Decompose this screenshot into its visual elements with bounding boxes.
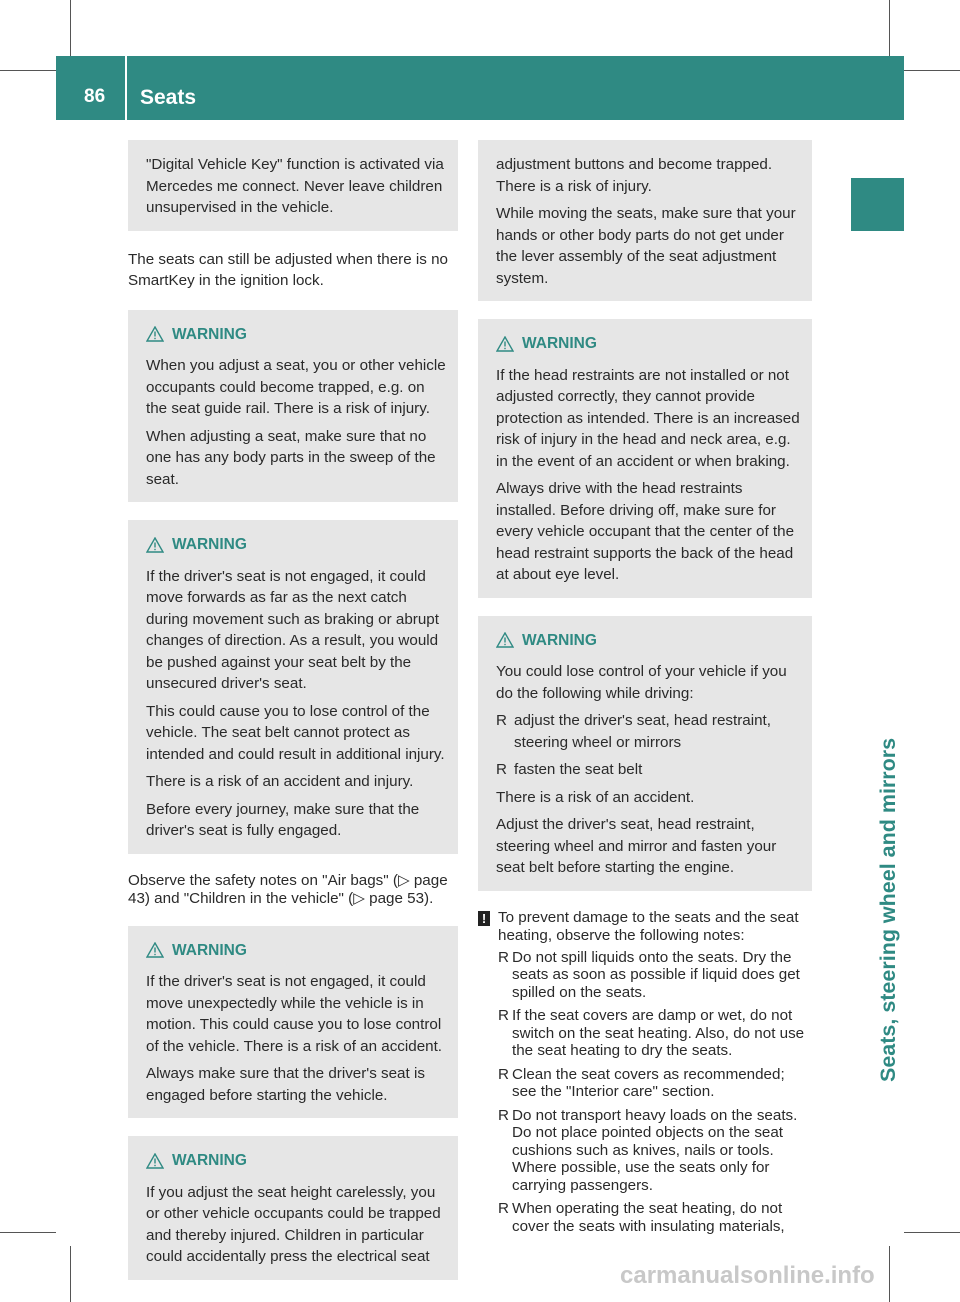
warning-triangle-icon bbox=[146, 942, 164, 958]
warning-text: Always drive with the head restraints installed. Before driving off, make sure for every vehicle occupant that the center of the head restraint supports the back of the head at about eye level. bbox=[496, 480, 795, 583]
crop-mark bbox=[0, 70, 56, 71]
warning-text: When adjusting a seat, make sure that no one has any body parts in the sweep of the seat. bbox=[146, 427, 436, 488]
warning-label: WARNING bbox=[172, 536, 247, 553]
crop-mark bbox=[889, 1246, 890, 1302]
right-column bbox=[478, 140, 812, 1241]
exclamation-icon: ! bbox=[478, 911, 490, 926]
warning-box bbox=[478, 319, 812, 598]
damage-note bbox=[478, 909, 812, 1236]
warning-text: If the driver's seat is not engaged, it could move forwards as far as the next catch during movement such as braking or abrupt changes of direction. As a result, you would be pushed against your seat belt by the unsecured driver's seat. bbox=[146, 567, 439, 692]
warning-text: Before every journey, make sure that the driver's seat is fully engaged. bbox=[146, 800, 420, 839]
intro-text: "Digital Vehicle Key" function is activated via Mercedes me connect. Never leave children unsupervised in the vehicle. bbox=[146, 156, 444, 216]
list-item: R If the seat covers are damp or wet, do not switch on the seat heating. Also, do not use the seat heating to dry the seats. bbox=[498, 1007, 805, 1059]
warning-label: WARNING bbox=[172, 941, 247, 959]
list-item: R Clean the seat covers as recommended; see the "Interior care" section. bbox=[498, 1065, 785, 1100]
warning-box bbox=[128, 926, 458, 1119]
warning-box bbox=[128, 1136, 458, 1280]
bullet-glyph: R bbox=[498, 1065, 509, 1083]
warning-text: There is a risk of an accident. bbox=[496, 788, 695, 806]
warning-text: If the head restraints are not installed or not adjusted correctly, they cannot provide protection as intended. There is an increased risk of injury in the head and neck area, e.g. in the event of an accident or when braking. bbox=[496, 366, 800, 470]
crop-mark bbox=[70, 0, 71, 56]
warning-label: WARNING bbox=[172, 1152, 247, 1169]
header-divider bbox=[125, 56, 127, 120]
side-tab-marker bbox=[851, 178, 904, 231]
warning-text: adjustment buttons and become trapped. There is a risk of injury. bbox=[496, 156, 773, 195]
list-item: R Do not spill liquids onto the seats. Dry the seats as soon as possible if liquid does get spilled on the seats. bbox=[498, 948, 800, 1001]
paragraph: The seats can still be adjusted when there is no SmartKey in the ignition lock. bbox=[128, 250, 448, 289]
note-bullet-list bbox=[498, 949, 812, 1236]
warning-text: You could lose control of your vehicle if you do the following while driving: bbox=[496, 663, 787, 702]
warning-text: Always make sure that the driver's seat is engaged before starting the vehicle. bbox=[146, 1065, 425, 1104]
bullet-glyph: R bbox=[498, 948, 509, 966]
warning-heading bbox=[496, 333, 802, 355]
watermark: carmanualsonline.info bbox=[620, 1262, 875, 1289]
bullet-glyph: R bbox=[496, 712, 507, 729]
warning-heading bbox=[496, 630, 802, 652]
warning-triangle-icon bbox=[496, 336, 514, 352]
warning-continuation-box bbox=[478, 140, 812, 301]
warning-label: WARNING bbox=[172, 325, 247, 343]
page-number: 86 bbox=[84, 86, 106, 107]
bullet-glyph: R bbox=[498, 1106, 509, 1124]
warning-triangle-icon bbox=[146, 326, 164, 342]
crop-mark bbox=[904, 70, 960, 71]
warning-triangle-icon bbox=[496, 632, 514, 648]
section-title: Seats bbox=[140, 86, 197, 109]
warning-text: When you adjust a seat, you or other vehicle occupants could become trapped, e.g. on the seat guide rail. There is a risk of injury. bbox=[146, 357, 446, 417]
warning-text: There is a risk of an accident and injury. bbox=[146, 773, 414, 790]
list-item: R When operating the seat heating, do not cover the seats with insulating materials, bbox=[498, 1200, 785, 1235]
list-item: R adjust the driver's seat, head restraint, steering wheel or mirrors bbox=[496, 712, 772, 751]
crop-mark bbox=[889, 0, 890, 56]
crop-mark bbox=[904, 1232, 960, 1233]
warning-label: WARNING bbox=[522, 335, 597, 352]
bullet-glyph: R bbox=[496, 761, 507, 778]
crop-mark bbox=[70, 1246, 71, 1302]
paragraph: Observe the safety notes on "Air bags" (▷ page 43) and "Children in the vehicle" (▷ page 53). bbox=[128, 871, 448, 907]
warning-text: If the driver's seat is not engaged, it could move unexpectedly while the vehicle is in motion. This could cause you to lose control of the vehicle. There is a risk of an accident. bbox=[146, 973, 443, 1055]
bullet-glyph: R bbox=[498, 1007, 509, 1024]
list-item: R fasten the seat belt bbox=[496, 759, 802, 781]
left-column bbox=[128, 140, 458, 1298]
warning-text: While moving the seats, make sure that your hands or other body parts do not get under the lever assembly of the seat adjustment system. bbox=[496, 205, 796, 287]
warning-heading bbox=[146, 534, 448, 556]
crop-mark bbox=[0, 1232, 56, 1233]
warning-text: This could cause you to lose control of the vehicle. The seat belt cannot protect as intended and could result in additional injury. bbox=[146, 702, 445, 763]
warning-text: If you adjust the seat height carelessly, you or other vehicle occupants could be trapped and thereby injured. Children in particular could accidentally press the electrical seat bbox=[146, 1183, 441, 1265]
list-item: R Do not transport heavy loads on the seats. Do not place pointed objects on the seat cushions such as knives, nails or tools. Where possible, use the seats only for carrying passengers. bbox=[498, 1106, 798, 1194]
note-intro: To prevent damage to the seats and the seat heating, observe the following notes: bbox=[498, 908, 799, 944]
warning-box bbox=[128, 520, 458, 854]
warning-bullet-list bbox=[496, 710, 802, 781]
warning-text: Adjust the driver's seat, head restraint, steering wheel and mirror and fasten your seat belt before starting the engine. bbox=[496, 816, 777, 876]
bullet-glyph: R bbox=[498, 1200, 509, 1217]
warning-box bbox=[128, 310, 458, 503]
warning-triangle-icon bbox=[146, 537, 164, 553]
warning-box bbox=[478, 616, 812, 891]
warning-triangle-icon bbox=[146, 1153, 164, 1169]
warning-label: WARNING bbox=[522, 631, 597, 649]
warning-heading bbox=[146, 1150, 448, 1172]
warning-heading bbox=[146, 940, 448, 962]
warning-heading bbox=[146, 324, 448, 346]
side-section-label: Seats, steering wheel and mirrors bbox=[876, 737, 900, 1082]
intro-box bbox=[128, 140, 458, 231]
